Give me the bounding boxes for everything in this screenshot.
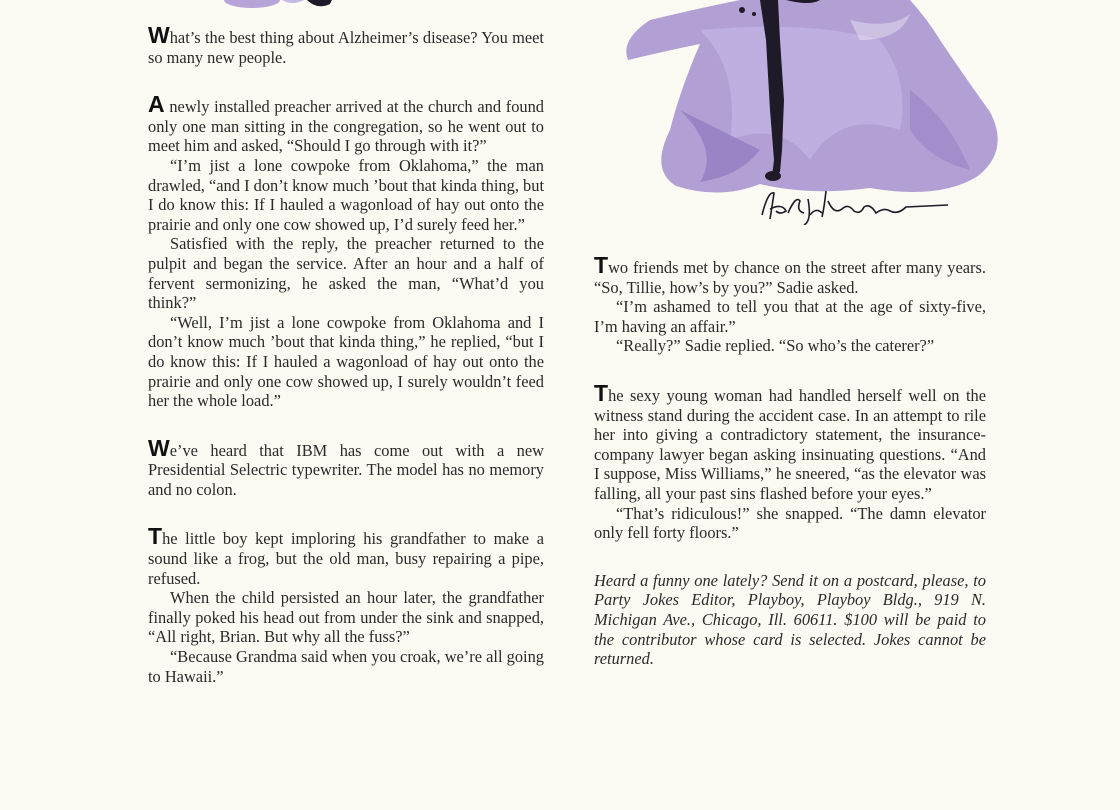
joke-paragraph: “That’s ridiculous!” she snapped. “The damn elevator only fell forty floors.” xyxy=(594,503,986,543)
right-column xyxy=(594,252,986,669)
drop-cap: W xyxy=(148,22,170,48)
joke-paragraph: “Well, I’m jist a lone cowpoke from Oklahoma and I don’t know much ’bout that kinda thing,” he replied, “but I do know this: If I hauled a wagonload of hay out onto the prairie and only one cow showed up, I surely wouldn’t feed her the whole load.” xyxy=(148,312,544,411)
joke-paragraph: What’s the best thing about Alzheimer’s disease? You meet so many new people. xyxy=(148,22,544,67)
joke-paragraph: “I’m ashamed to tell you that at the age of sixty-five, I’m having an affair.” xyxy=(594,297,986,336)
joke-paragraph: The sexy young woman had handled herself well on the witness stand during the accident case. In an attempt to rile her into giving a contradictory statement, the insurance-company lawyer began asking insinuating questions. “And I suppose, Miss Williams,” he sneered, “as the elevator was falling, all your past sins flashed before your eyes.” xyxy=(594,379,986,503)
joke-paragraph: “Really?” Sadie replied. “So who’s the caterer?” xyxy=(616,336,935,356)
joke-paragraph: “I’m jist a lone cowpoke from Oklahoma,” the man drawled, “and I don’t know much ’bout that kinda thing, but I do know this: If I hauled a wagonload of hay out onto the prairie and only one cow showed up, I’d surely feed her.” xyxy=(148,155,544,234)
artist-signature xyxy=(752,185,952,225)
joke-paragraph: “Because Grandma said when you croak, we’re all going to Hawaii.” xyxy=(148,647,544,686)
drop-cap: T xyxy=(594,252,609,278)
joke-paragraph: Two friends met by chance on the street after many years. “So, Tillie, how’s by you?” Sadie asked. xyxy=(594,252,986,297)
drop-cap: T xyxy=(148,523,163,550)
drop-cap: W xyxy=(148,434,170,461)
joke-paragraph: A newly installed preacher arrived at the church and found only one man sitting in the congregation, so he went out to meet him and asked, “Should I go through with it?” xyxy=(148,91,544,156)
drop-cap: A xyxy=(148,91,165,118)
illustration-fragment-top xyxy=(212,0,372,14)
joke xyxy=(594,252,986,356)
joke-paragraph: We’ve heard that IBM has come out with a new Presidential Selectric typewriter. The model has no memory and no colon. xyxy=(148,434,544,499)
drop-cap: T xyxy=(594,379,609,406)
joke xyxy=(148,434,544,500)
joke-paragraph: When the child persisted an hour later, the grandfather finally poked his head out from under the sink and snapped, “All right, Brian. But why all the fuss?” xyxy=(148,588,544,647)
joke-paragraph: Satisfied with the reply, the preacher returned to the pulpit and began the service. After an hour and a half of fervent sermonizing, he asked the man, “What’d you think?” xyxy=(148,234,544,313)
submission-credit: Heard a funny one lately? Send it on a postcard, please, to Party Jokes Editor, Playboy, Playboy Bldg., 919 N. Michigan Ave., Chicago, Ill. 60611. $100 will be paid to the contributor whose card is selected. Jokes cannot be returned. xyxy=(594,570,986,669)
joke xyxy=(148,22,544,67)
joke xyxy=(594,379,986,543)
joke-paragraph: The little boy kept imploring his grandfather to make a sound like a frog, but the old man, busy repairing a pipe, refused. xyxy=(148,523,544,588)
left-column xyxy=(148,22,544,714)
joke xyxy=(148,523,544,686)
joke xyxy=(148,91,544,411)
